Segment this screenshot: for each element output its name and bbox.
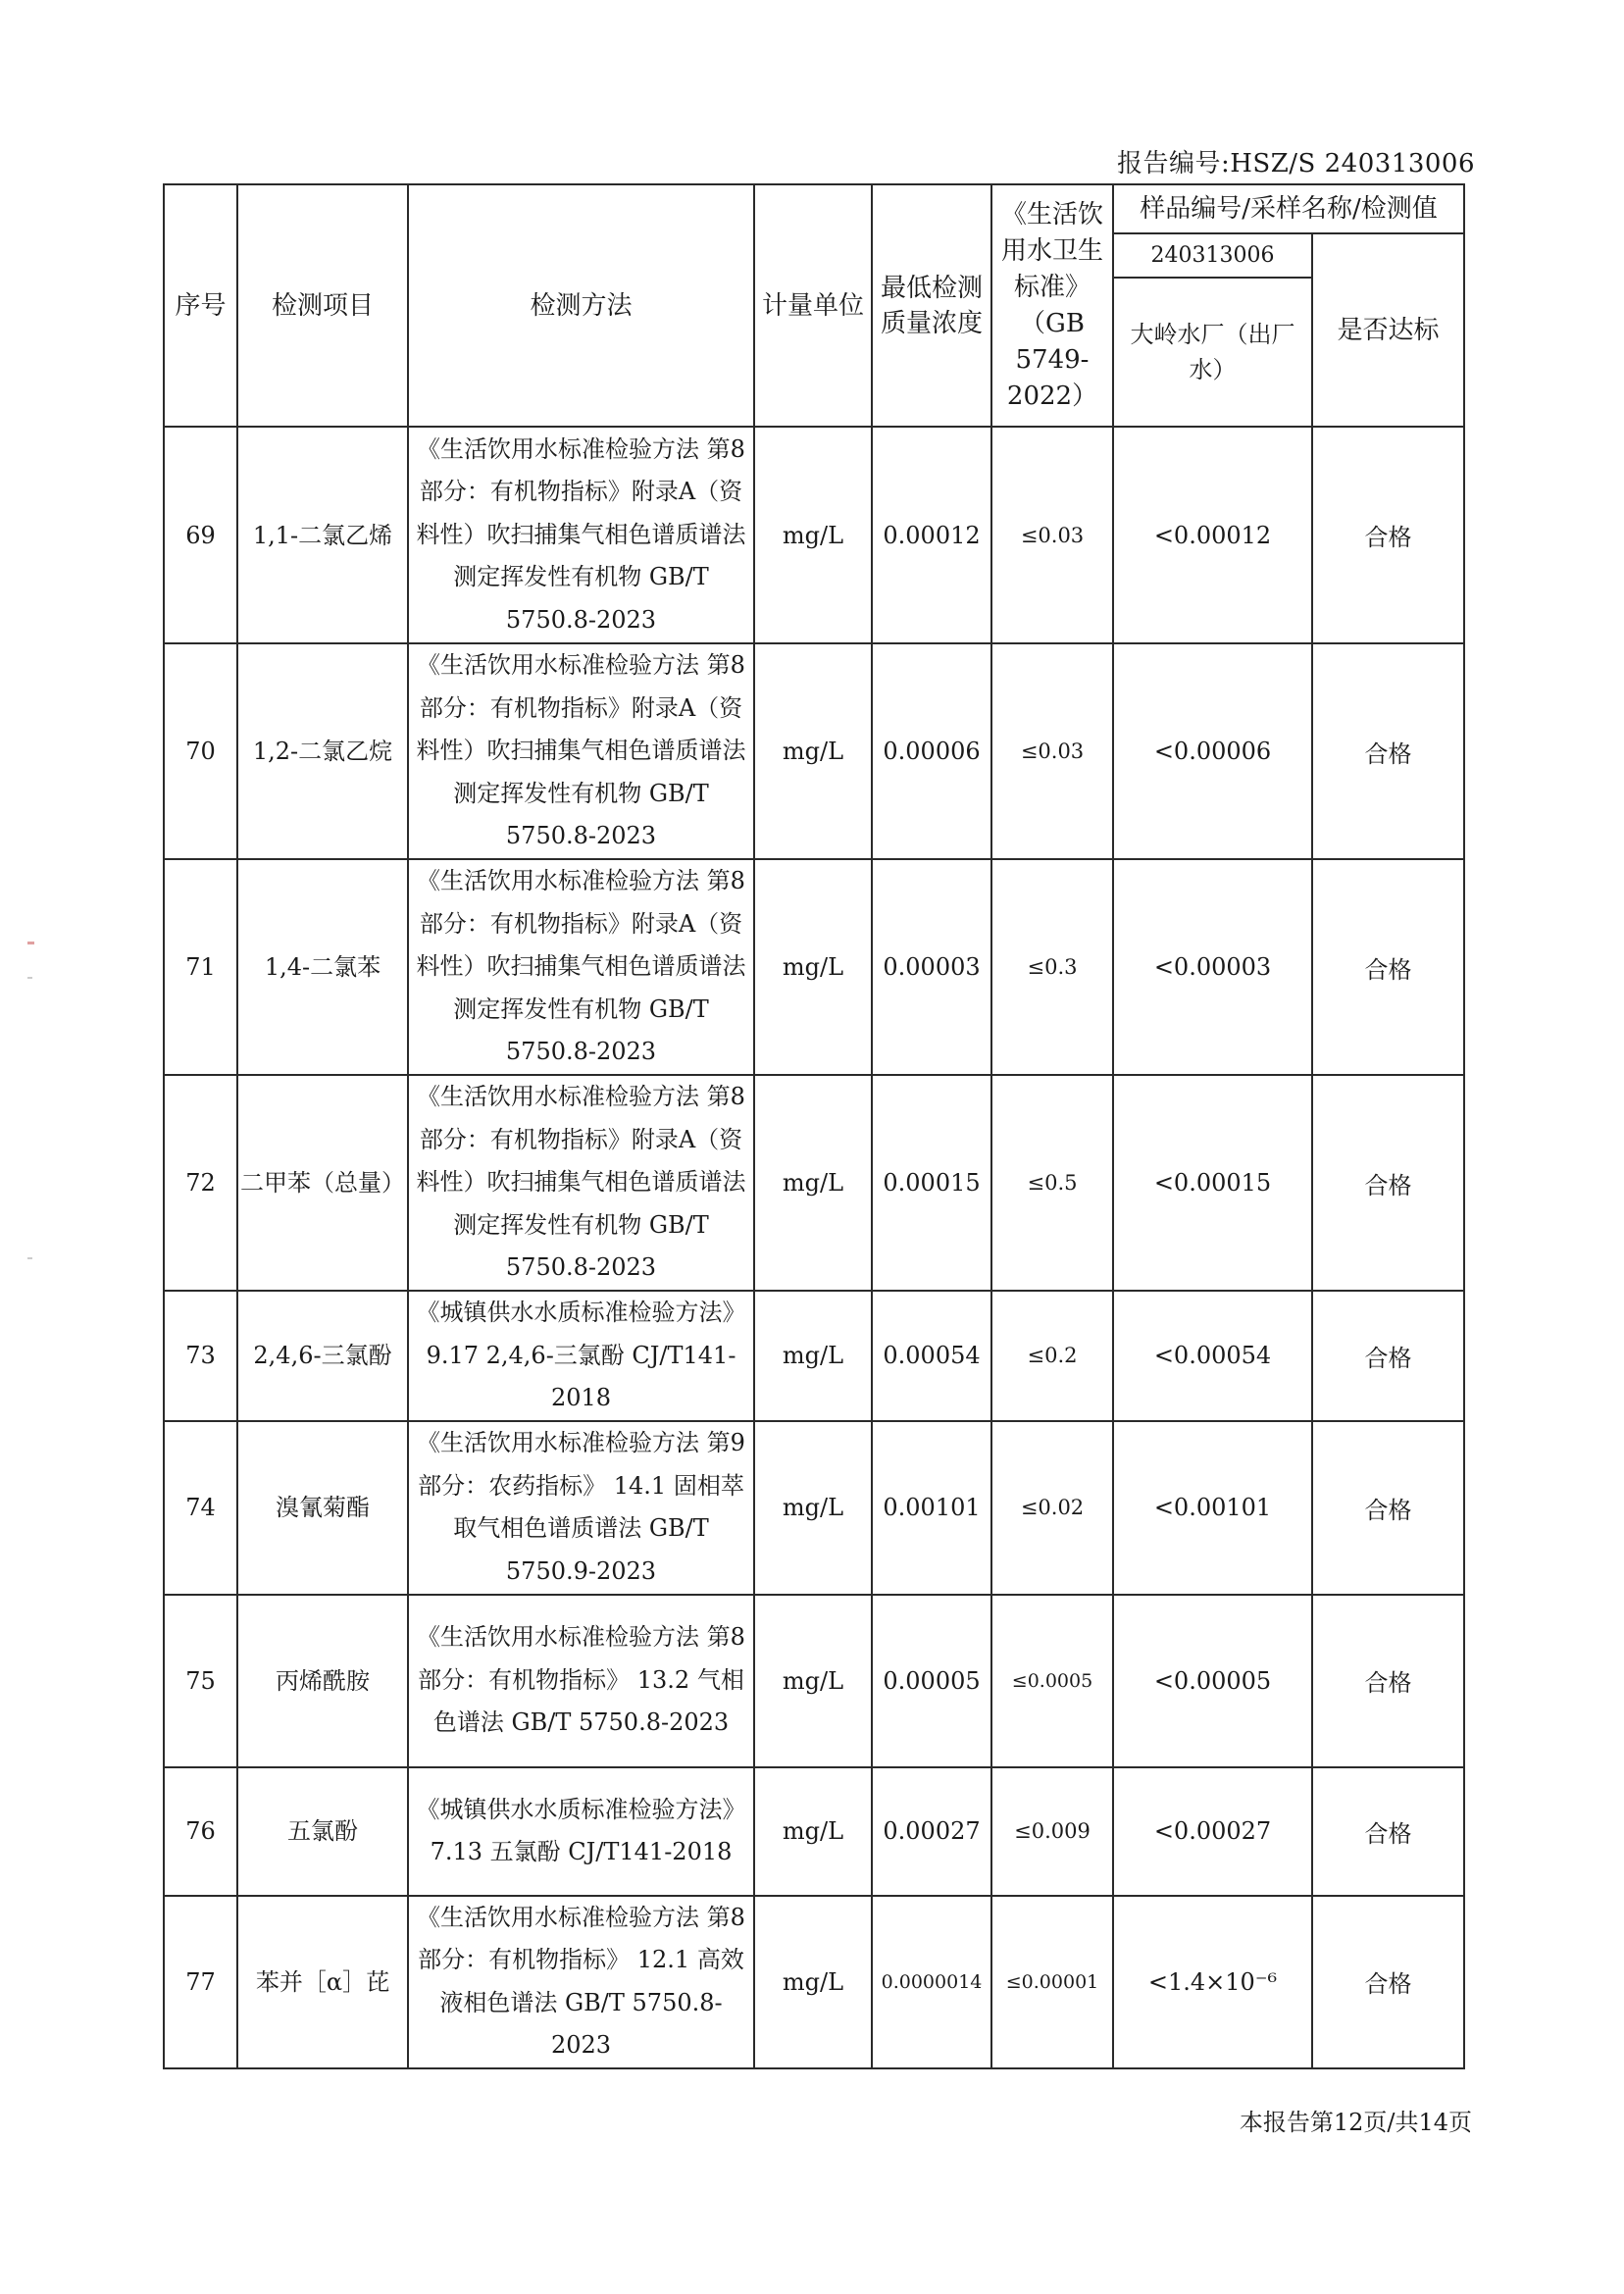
cell-item: 溴氰菊酯 <box>237 1421 408 1595</box>
cell-value: <0.00101 <box>1113 1421 1312 1595</box>
cell-pass: 合格 <box>1312 1896 1464 2068</box>
cell-value: <0.00005 <box>1113 1595 1312 1767</box>
table-row <box>164 1075 1464 1291</box>
header-method: 检测方法 <box>408 184 754 427</box>
cell-unit: mg/L <box>754 1421 872 1595</box>
header-min-conc: 最低检测质量浓度 <box>872 184 991 427</box>
cell-min-conc: 0.00005 <box>872 1595 991 1767</box>
cell-pass: 合格 <box>1312 1421 1464 1595</box>
cell-limit: ≤0.5 <box>991 1075 1113 1291</box>
cell-seq: 74 <box>164 1421 237 1595</box>
cell-item: 苯并［α］芘 <box>237 1896 408 2068</box>
cell-seq: 71 <box>164 859 237 1075</box>
cell-method: 《生活饮用水标准检验方法 第8部分：有机物指标》附录A（资料性）吹扫捕集气相色谱质谱法测定挥发性有机物 GB/T 5750.8-2023 <box>408 427 754 643</box>
table-row <box>164 1767 1464 1896</box>
table-row <box>164 1421 1464 1595</box>
cell-unit: mg/L <box>754 1075 872 1291</box>
cell-min-conc: 0.00054 <box>872 1291 991 1421</box>
header-pass: 是否达标 <box>1312 233 1464 427</box>
table-row <box>164 859 1464 1075</box>
cell-value: <0.00054 <box>1113 1291 1312 1421</box>
header-unit: 计量单位 <box>754 184 872 427</box>
cell-seq: 75 <box>164 1595 237 1767</box>
table-body <box>164 427 1464 2068</box>
cell-method: 《生活饮用水标准检验方法 第8部分：有机物指标》 13.2 气相色谱法 GB/T 5750.8-2023 <box>408 1595 754 1767</box>
header-sample-site: 大岭水厂（出厂水） <box>1113 278 1312 427</box>
scan-mark <box>27 942 34 944</box>
report-number: 报告编号:HSZ/S 240313006 <box>1116 149 1475 178</box>
cell-min-conc: 0.00003 <box>872 859 991 1075</box>
cell-item: 1,2-二氯乙烷 <box>237 643 408 859</box>
cell-limit: ≤0.02 <box>991 1421 1113 1595</box>
cell-limit: ≤0.2 <box>991 1291 1113 1421</box>
cell-method: 《生活饮用水标准检验方法 第8部分：有机物指标》附录A（资料性）吹扫捕集气相色谱质谱法测定挥发性有机物 GB/T 5750.8-2023 <box>408 859 754 1075</box>
cell-pass: 合格 <box>1312 1291 1464 1421</box>
header-sample-id: 240313006 <box>1113 233 1312 278</box>
cell-limit: ≤0.009 <box>991 1767 1113 1896</box>
cell-item: 1,1-二氯乙烯 <box>237 427 408 643</box>
page-footer: 本报告第12页/共14页 <box>1239 2109 1472 2136</box>
cell-min-conc: 0.0000014 <box>872 1896 991 2068</box>
cell-unit: mg/L <box>754 643 872 859</box>
table-row <box>164 643 1464 859</box>
cell-seq: 72 <box>164 1075 237 1291</box>
cell-limit: ≤0.03 <box>991 427 1113 643</box>
cell-pass: 合格 <box>1312 1075 1464 1291</box>
cell-value: <0.00003 <box>1113 859 1312 1075</box>
cell-min-conc: 0.00027 <box>872 1767 991 1896</box>
cell-unit: mg/L <box>754 859 872 1075</box>
cell-method: 《生活饮用水标准检验方法 第8部分：有机物指标》 12.1 高效液相色谱法 GB/T 5750.8-2023 <box>408 1896 754 2068</box>
cell-method: 《生活饮用水标准检验方法 第8部分：有机物指标》附录A（资料性）吹扫捕集气相色谱质谱法测定挥发性有机物 GB/T 5750.8-2023 <box>408 643 754 859</box>
cell-item: 丙烯酰胺 <box>237 1595 408 1767</box>
cell-item: 五氯酚 <box>237 1767 408 1896</box>
cell-value: <0.00015 <box>1113 1075 1312 1291</box>
cell-min-conc: 0.00015 <box>872 1075 991 1291</box>
cell-limit: ≤0.03 <box>991 643 1113 859</box>
table-row <box>164 427 1464 643</box>
cell-value: <0.00006 <box>1113 643 1312 859</box>
results-table <box>163 183 1465 2069</box>
cell-seq: 69 <box>164 427 237 643</box>
cell-unit: mg/L <box>754 427 872 643</box>
table-header <box>164 184 1464 427</box>
cell-item: 二甲苯（总量） <box>237 1075 408 1291</box>
cell-unit: mg/L <box>754 1896 872 2068</box>
cell-unit: mg/L <box>754 1291 872 1421</box>
cell-pass: 合格 <box>1312 643 1464 859</box>
cell-value: <0.00012 <box>1113 427 1312 643</box>
cell-pass: 合格 <box>1312 1595 1464 1767</box>
scan-mark <box>27 1257 32 1259</box>
cell-pass: 合格 <box>1312 859 1464 1075</box>
cell-limit: ≤0.3 <box>991 859 1113 1075</box>
header-standard: 《生活饮用水卫生标准》（GB 5749-2022） <box>991 184 1113 427</box>
header-seq: 序号 <box>164 184 237 427</box>
cell-method: 《城镇供水水质标准检验方法》7.13 五氯酚 CJ/T141-2018 <box>408 1767 754 1896</box>
table-row <box>164 1595 1464 1767</box>
cell-min-conc: 0.00012 <box>872 427 991 643</box>
cell-item: 2,4,6-三氯酚 <box>237 1291 408 1421</box>
cell-seq: 76 <box>164 1767 237 1896</box>
cell-method: 《城镇供水水质标准检验方法》9.17 2,4,6-三氯酚 CJ/T141-2018 <box>408 1291 754 1421</box>
table-row <box>164 1291 1464 1421</box>
cell-min-conc: 0.00006 <box>872 643 991 859</box>
cell-value: <1.4×10⁻⁶ <box>1113 1896 1312 2068</box>
cell-method: 《生活饮用水标准检验方法 第9部分：农药指标》 14.1 固相萃取气相色谱质谱法 GB/T 5750.9-2023 <box>408 1421 754 1595</box>
header-item: 检测项目 <box>237 184 408 427</box>
cell-limit: ≤0.00001 <box>991 1896 1113 2068</box>
cell-pass: 合格 <box>1312 427 1464 643</box>
cell-unit: mg/L <box>754 1595 872 1767</box>
cell-pass: 合格 <box>1312 1767 1464 1896</box>
cell-item: 1,4-二氯苯 <box>237 859 408 1075</box>
cell-unit: mg/L <box>754 1767 872 1896</box>
cell-method: 《生活饮用水标准检验方法 第8部分：有机物指标》附录A（资料性）吹扫捕集气相色谱质谱法测定挥发性有机物 GB/T 5750.8-2023 <box>408 1075 754 1291</box>
cell-seq: 70 <box>164 643 237 859</box>
cell-limit: ≤0.0005 <box>991 1595 1113 1767</box>
scan-mark <box>27 977 32 979</box>
cell-seq: 77 <box>164 1896 237 2068</box>
cell-value: <0.00027 <box>1113 1767 1312 1896</box>
cell-seq: 73 <box>164 1291 237 1421</box>
cell-min-conc: 0.00101 <box>872 1421 991 1595</box>
header-sample-group: 样品编号/采样名称/检测值 <box>1113 184 1464 233</box>
table-row <box>164 1896 1464 2068</box>
